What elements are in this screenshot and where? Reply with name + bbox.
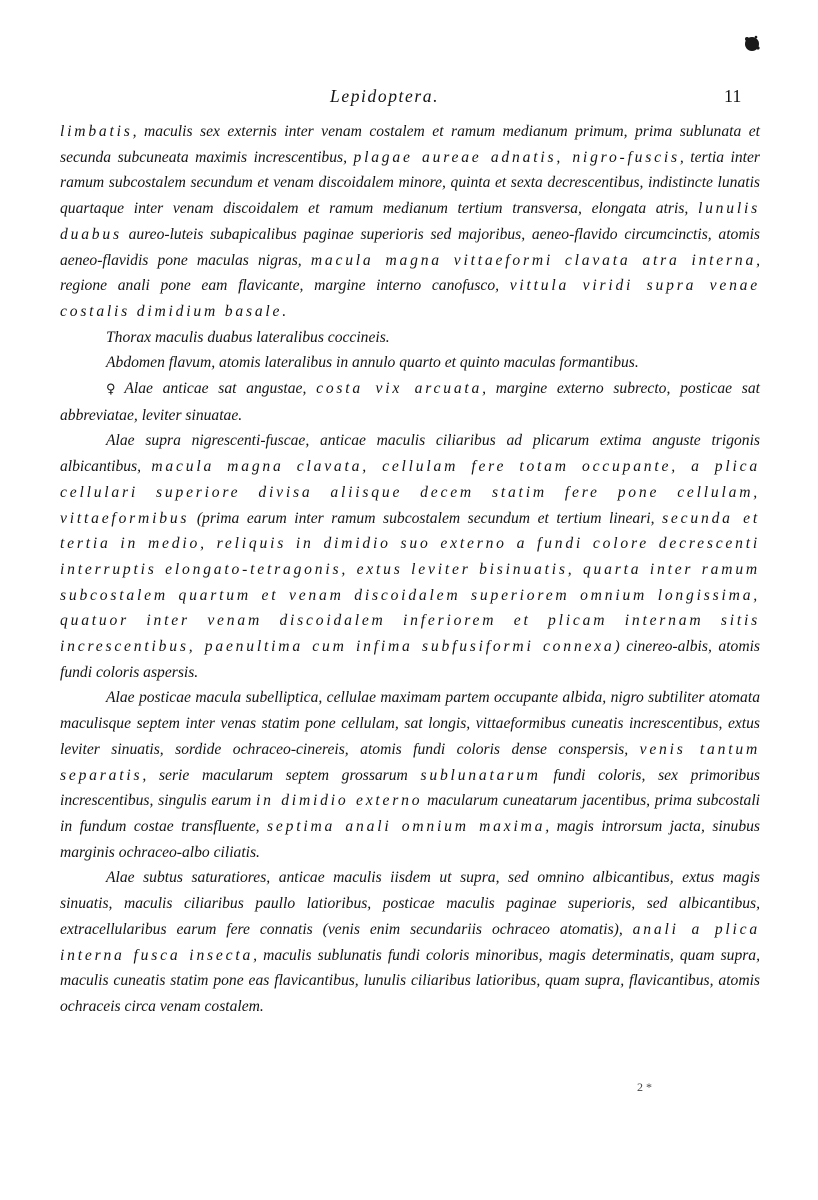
body-text	[60, 119, 760, 1020]
text-run: , serie macularum septem grossarum	[142, 766, 421, 784]
paragraph	[60, 325, 760, 351]
paragraph	[60, 428, 760, 685]
page-header	[0, 86, 818, 110]
text-run: sublunatarum	[420, 766, 541, 784]
text-run: ) cinereo-albis, atomis fundi coloris aspersis.	[60, 638, 760, 681]
text-run: , regione anali pone eam flavicante, margine interno canofusco,	[60, 251, 760, 295]
paragraph	[60, 685, 760, 865]
page-number: 11	[724, 86, 742, 106]
ink-blot-icon	[737, 28, 767, 58]
text-run: fundi coloris, sex primoribus increscentibus, singulis earum	[60, 766, 760, 810]
text-run: macularum cuneatarum jacentibus, prima subcostali in fundum costae transfluente,	[60, 792, 760, 835]
text-run: secunda et tertia in medio, reliquis in dimidio suo externo a fundi colore decrescenti interruptis elongato-tetragonis, extus leviter bisinuatis, quarta inter ramum subcostalem quartum et venam discoidalem superiorem omnium longissima, quatuor inter venam discoidalem inferiorem et plicam internam sitis increscentibus, paenultima cum infima subfusiformi connexa	[60, 509, 760, 656]
text-run: , magis introrsum jacta, sinubus marginis ochraceo-albo ciliatis.	[60, 817, 760, 861]
text-run: limbatis	[60, 123, 133, 140]
text-run: , maculis sublunatis fundi coloris minoribus, magis determinatis, quam supra, maculis cuneatis statim pone eas flavicantibus, lunulis ciliaribus latioribus, quam supra, flavicantibus, atomis ochraceis circa venam costalem.	[60, 946, 761, 1015]
text-run: (prima earum inter ramum subcostalem secundum et tertium lineari,	[189, 509, 663, 527]
text-run: in dimidio externo	[255, 792, 423, 810]
text-run: , maculis sex externis inter venam costalem et ramum medianum primum, prima sublunata et secunda subcuneata maximis increscentibus,	[60, 123, 760, 166]
signature-mark: 2 *	[637, 1080, 652, 1094]
text-run: vittula viridi supra venae costalis dimidium basale	[60, 277, 760, 320]
text-run: Abdomen flavum, atomis lateralibus in annulo quarto et quinto maculas formantibus.	[106, 354, 639, 372]
text-run: macula magna vittaeformi clavata atra interna	[310, 251, 757, 269]
text-run: .	[282, 302, 287, 320]
paragraph	[60, 350, 760, 376]
text-run: lunulis duabus	[60, 200, 760, 243]
text-run: Alae supra nigrescenti-fuscae, anticae maculis ciliaribus ad plicarum extima anguste trigonis albicantibus,	[60, 432, 760, 476]
text-run: anali a plica interna fusca insecta	[60, 920, 760, 964]
text-run: macula magna clavata, cellulam fere totam occupante, a plica cellulari superiore divisa aliisque decem statim fere pone cellulam, vittaeformibus	[60, 458, 760, 527]
text-run: Alae subtus saturatiores, anticae maculis iisdem ut supra, sed omnino albicantibus, extus magis sinuatis, maculis ciliaribus paullo latioribus, posticae maculis paginae superioris, sed albicantibus, extracellularibus earum fere connatis (venis enim secundariis ochraceo atomatis),	[60, 869, 760, 938]
text-run: Alae posticae macula subelliptica, cellulae maximam partem occupante albida, nigro subtiliter atomata maculisque septem inter venas statim pone cellulam, sat longis, vittaeformibus cuneatis increscentibus, extus leviter sinuatis, sordide ochraceo-cinereis, atomis fundi coloris dense conspersis,	[60, 689, 760, 758]
paragraph	[60, 119, 760, 325]
paragraph	[60, 865, 760, 1019]
text-run: venis tantum separatis	[60, 740, 760, 784]
text-run: plagae aureae adnatis, nigro-fuscis	[353, 148, 680, 166]
text-run: , margine externo subrecto, posticae sat abbreviatae, leviter sinuatae.	[60, 380, 760, 424]
text-run: Thorax maculis duabus lateralibus coccineis.	[106, 328, 390, 346]
text-run: septima anali omnium maxima	[267, 817, 546, 835]
text-run: costa vix arcuata	[316, 380, 483, 398]
female-symbol-icon: ♀	[106, 382, 122, 398]
text-run: , tertia inter ramum subcostalem secundum et venam discoidalem minore, quinta et sexta decrescentibus, indistincte lunatis quartaque inter venam discoidalem et ramum medianum tertium transversa, elongata atris,	[60, 148, 760, 218]
running-title: Lepidoptera.	[330, 86, 440, 106]
text-run: aureo-luteis subapicalibus paginae superioris sed majoribus, aeneo-flavido circumcinctis, atomis aeneo-flavidis pone maculas nigras,	[60, 225, 760, 269]
text-run: Alae anticae sat angustae,	[124, 380, 317, 398]
paragraph	[60, 376, 760, 428]
